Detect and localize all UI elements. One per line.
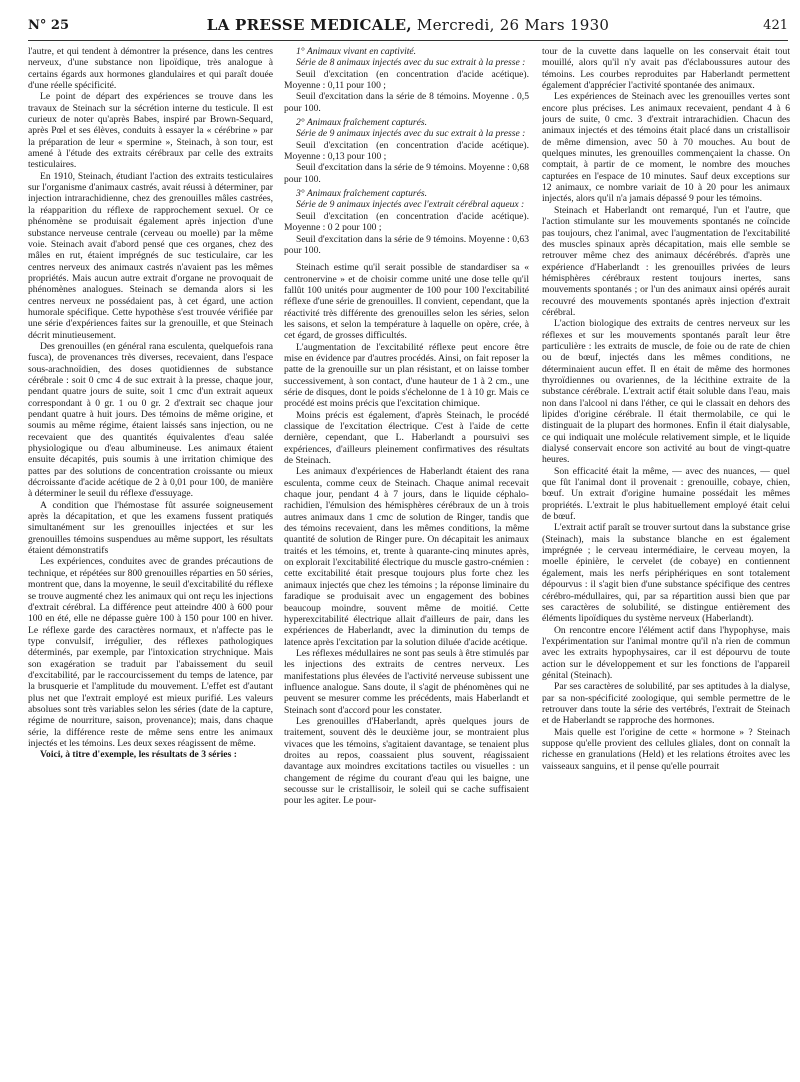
series-subtitle: Série de 8 animaux injectés avec du suc extrait à la presse : xyxy=(296,57,526,69)
issue-number: N° 25 xyxy=(28,18,69,33)
paragraph: l'autre, et qui tendent à démontrer la présence, dans les centres nerveux, d'une substance non lipoïdique, très analogue à certains égards aux hormones glandulaires et qui paraît douée d'une réelle spécificité. xyxy=(28,46,273,92)
journal-title: LA PRESSE MEDICALE, xyxy=(206,16,412,34)
series-title: 1° Animaux vivant en captivité. xyxy=(296,46,417,57)
paragraph: On rencontre encore l'élément actif dans l'hypophyse, mais l'expérimentation sur l'animal montre qu'il n'a rien de commun avec les extraits hypophysaires, car il est dépourvu de toute action sur le développement et sur les fonctions de l'appareil génital (Steinach). xyxy=(542,624,790,681)
paragraph: Moins précis est également, d'après Steinach, le procédé classique de l'excitation électrique. C'est à l'aide de cette dernière, cependant, que L. Haberlandt a poursuivi ses expériences, d'ailleurs pleinement confirmatives des résultats de Steinach. xyxy=(284,409,529,467)
series-line: Seuil d'excitation (en concentration d'acide acétique). Moyenne : 0 2 pour 100 ; xyxy=(284,210,529,234)
results-intro: Voici, à titre d'exemple, les résultats de 3 séries : xyxy=(40,749,237,761)
series-title: 3° Animaux fraîchement capturés. xyxy=(296,188,428,200)
series-subtitle: Série de 9 animaux injectés avec du suc extrait à la presse : xyxy=(296,128,526,140)
series-line: Seuil d'excitation (en concentration d'acide acétique). Moyenne : 0,13 pour 100 ; xyxy=(284,139,529,163)
article-body xyxy=(28,46,790,1076)
paragraph: Les réflexes médullaires ne sont pas seuls à être stimulés par les injections des extraits de centres nerveux. Les manifestations plus élevées de l'activité nerveuse subissent une influence analogue. Sans doute, il s'agit de phénomènes qui ne peuvent se mesurer comme les précédents, mais Haberlandt et Steinach sont d'accord pour les constater. xyxy=(284,647,529,716)
page-header xyxy=(28,14,788,41)
result-series-3 xyxy=(284,188,529,256)
series-line: Seuil d'excitation dans la série de 8 témoins. Moyenne . 0,5 pour 100. xyxy=(284,91,529,114)
column-3 xyxy=(542,46,790,1076)
paragraph: Steinach estime qu'il serait possible de standardiser sa « centronervine » et de choisir comme unité une dose telle qu'il fallût 100 unités pour augmenter de 100 pour 100 l'excitabilité réflexe d'une série de grenouilles. Il convient, cependant, que la réactivité très différente des grenouilles selon les séries, selon les saisons, et selon la température à laquelle on opère, crée, à cet égard, de grosses difficultés. xyxy=(284,262,529,342)
series-line: Seuil d'excitation dans la série de 9 témoins. Moyenne : 0,63 pour 100. xyxy=(284,233,529,256)
paragraph: En 1910, Steinach, étudiant l'action des extraits testiculaires sur l'organisme d'animaux castrés, avait réussi à déterminer, par injection intrarachidienne, chez des grenouilles mâles castrées, la réapparition du réflexe de rapprochement sexuel. Or ce phénomène se produisait également après injection d'une substance nerveuse centrale (cerveau ou moelle) par la même voie. Steinach avait d'abord pensé que ces organes, chez des mâles en rut, étaient imprégnés de suc testiculaire, car les centres nerveux des animaux castrés n'avaient pas les mêmes propriétés. Mais aucun autre extrait d'organe ne provoquait de phénomènes analogues. Steinach se demanda alors si les centres nerveux ne possédaient pas, à cet égard, une action humorale spécifique. Cette hypothèse s'est trouvée vérifiée par une série d'expériences faites sur la grenouille, et que Steinach décrit minutieusement. xyxy=(28,170,273,341)
column-1 xyxy=(28,46,273,1076)
paragraph: Son efficacité était la même, — avec des nuances, — quel que fût l'animal dont il provenait : grenouille, cobaye, chien, bœuf. Un extrait d'origine humaine possédait les mêmes propriétés. L'extrait le plus habituellement employé était celui de bœuf. xyxy=(542,465,790,523)
paragraph: L'augmentation de l'excitabilité réflexe peut encore être mise en évidence par d'autres procédés. Ainsi, on fait reposer la patte de la grenouille sur un plan résistant, et on laisse tomber successivement, à son contact, d'une hauteur de 1 à 2 cm., une série de disques, dont le poids s'échelonne de 1 à 10 gr. Mais ce procédé est moins précis que l'excitation chimique. xyxy=(284,341,529,410)
column-2 xyxy=(284,46,529,1076)
paragraph: Les expériences de Steinach avec les grenouilles vertes sont encore plus précises. Les animaux recevaient, pendant 4 à 6 jours de suite, 0 cmc. 3 d'extrait intrarachidien. Chacun des animaux injectés et des témoins était placé dans un cristallisoir de même dimension, avec 50 à 70 mouches. Au bout de quelques minutes, les grenouilles commençaient la chasse. On comptait, à partir de ce moment, le nombre des mouches capturées en l'espace de 10 minutes. Sauf deux exceptions sur 12 animaux, ce nombre variait de 10 à 20 pour les animaux injectés, alors qu'il n'a jamais dépassé 9 pour les témoins. xyxy=(542,91,790,205)
series-line: Seuil d'excitation (en concentration d'acide acétique). Moyenne : 0,11 pour 100 ; xyxy=(284,68,529,92)
paragraph: Mais quelle est l'origine de cette « hormone » ? Steinach suppose qu'elle provient des cellules gliales, dont on connaît la richesse en granulations (Held) et les relations étroites avec les vaisseaux sanguins, et il pense qu'elle pourrait xyxy=(542,726,790,772)
issue-date: Mercredi, 26 Mars 1930 xyxy=(416,16,610,34)
series-line: Seuil d'excitation dans la série de 9 témoins. Moyenne : 0,68 pour 100. xyxy=(284,162,529,185)
paragraph: tour de la cuvette dans laquelle on les conservait était tout mouillé, alors qu'il n'y avait pas d'éclaboussures autour des témoins. Les courbes reproduites par Haberlandt permettent également d'apprécier l'activité spontanée des animaux. xyxy=(542,46,790,92)
result-series-2 xyxy=(284,117,529,185)
paragraph: L'action biologique des extraits de centres nerveux sur les réflexes et sur les mouvements spontanés paraît leur être particulière : les extraits de muscle, de foie ou de rate de chien ou de bœuf, injectés dans les mêmes conditions, ne déterminaient aucun effet. Il en était de même des hormones thyroïdiennes ou ovariennes, de la lécithine extraite de la substance cérébrale. L'extrait actif était soluble dans l'eau, mais non dans l'alcool ni dans l'éther, ce qui le classait en dehors des lipides d'origine cérébrale. Il était thermolabile, ce qui le distinguait de la plupart des hormones. Enfin il était dialysable, ce qui indiquait une molécule relativement simple, et le liquide dialysé conservait encore son activité au bout de vingt-quatre heures. xyxy=(542,318,790,466)
paragraph: Les grenouilles d'Haberlandt, après quelques jours de traitement, souvent dès le deuxième jour, se montraient plus vivaces que les témoins, s'agitaient davantage, se tenaient plus droites au repos, coassaient plus souvent, réagissaient davantage aux moindres excitations tactiles ou visuelles : un changement de régime du courant d'eau qui les baigne, une secousse sur le cristallisoir, le soleil qui se cache suffisaient pour les agiter. Le pour- xyxy=(284,715,529,807)
result-series-1 xyxy=(284,46,529,114)
paragraph: Par ses caractères de solubilité, par ses aptitudes à la dialyse, par sa non-spécificité zoologique, qui semble permettre de le retrouver dans toute la série des vertébrés, l'extrait de Steinach et de Haberlandt se rapproche des hormones. xyxy=(542,681,790,727)
series-subtitle: Série de 9 animaux injectés avec l'extrait cérébral aqueux : xyxy=(296,199,525,211)
paragraph: Le point de départ des expériences se trouve dans les travaux de Steinach sur la sécrétion interne du testicule. Il est curieux de noter qu'après Babes, inspiré par Brown-Sequard, après Pœl et ses élèves, conduits à essayer la « cérébrine » par la préparation de leur « spermine », Steinach, à son tour, est amené à l'étude des extraits cérébraux par celle des extraits testiculaires. xyxy=(28,91,273,171)
paragraph: L'extrait actif paraît se trouver surtout dans la substance grise (Steinach), mais la substance blanche en est également imprégnée ; le cerveau intermédiaire, le cerveau moyen, la moelle épinière, le cervelet (de cobaye) en contiennent également, mais les nerfs périphériques en sont totalement dépourvus : il s'agit bien d'une substance spécifique des centres cérébro-médullaires, qui, par sa répartition aussi bien que par ses caractères de solubilité, se distingue entièrement des éléments lipoïdiques du système nerveux (Haberlandt). xyxy=(542,522,790,625)
paragraph: Steinach et Haberlandt ont remarqué, l'un et l'autre, que l'action stimulante sur les mouvements spontanés ne coïncide pas toujours, chez l'animal, avec l'augmentation de l'excitabilité des muscles spinaux après décapitation, mais elle semble se retrouver même chez des animaux décérébrés. d'après une expérience d'Haberlandt : les grenouilles privées de leurs hémisphères cérébraux restent toujours inertes, sans mouvements spontanés ; or l'un des animaux ainsi opérés aurait recouvré des mouvements spontanés après injection d'extrait cérébral. xyxy=(542,204,790,318)
running-title xyxy=(28,16,788,34)
series-title: 2° Animaux fraîchement capturés. xyxy=(296,117,428,129)
page-number: 421 xyxy=(763,18,788,33)
paragraph: Les animaux d'expériences de Haberlandt étaient des rana esculenta, comme ceux de Steinach. Chaque animal recevait chaque jour, pendant 4 à 7 jours, dans le liquide céphalo-rachidien, l'émulsion des hémisphères cérébraux de un à trois autres animaux dans 1 cmc de solution de Ringer, tandis que des témoins recevaient, dans les mêmes conditions, la même quantité de solution de Ringer pure. On décapitait les animaux traités et les témoins, et, trente à quarante-cinq minutes après, on explorait l'excitabilité électrique du muscle gastro-cnémien : cette excitabilité était presque toujours plus forte chez les animaux injectés que chez les témoins ; la réponse liminaire du faradique se produisait avec un engagement des bobines beaucoup moindre, souvent même de moitié. Cette hyperexcitabilité électrique allait d'ailleurs de pair, dans les expériences de Haberlandt, avec la diminution du temps de latence après l'excitation par la solution diluée d'acide acétique. xyxy=(284,466,529,648)
paragraph: A condition que l'hémostase fût assurée soigneusement après la décapitation, et que les examens fussent pratiqués simultanément sur les grenouilles injectées et sur les grenouilles témoins suspendues au même support, les résultats étaient démonstratifs xyxy=(28,499,273,557)
results-list xyxy=(284,46,529,256)
paragraph: Des grenouilles (en général rana esculenta, quelquefois rana fusca), de provenances très diverses, recevaient, dans l'espace sous-arachnoïdien, des doses quotidiennes de substance cérébrale : soit 0 cmc 4 de suc extrait à la presse, chaque jour, pendant quatre jours de suite, soit 1 cmc d'un extrait aqueux correspondant à 0 gr. 1 ou 0 gr. 2 d'extrait sec chaque jour pendant quatre à huit jours. Des témoins de même origine, et soumis au même régime, étaient laissés sans injection, ou ne recevaient que des quantités équivalentes d'eau salée physiologique ou d'eau albumineuse. Les animaux étaient ensuite décapités, puis soumis à une irritation chimique des pattes par des solutions de concentration croissante ou mieux décroissante d'acide acétique de 2 à 0,01 pour 100, de manière à déterminer le seuil du réflexe d'essuyage. xyxy=(28,340,273,500)
paragraph: Les expériences, conduites avec de grandes précautions de technique, et répétées sur 800 grenouilles réparties en 50 séries, montrent que, dans la moyenne, le seuil d'excitabilité du réflexe se trouve augmenté chez les animaux qui ont reçu les injections d'extrait cérébral. La différence peut atteindre 400 à 600 pour 100 en été, elle ne dépasse guère 100 à 150 pour 100 en hiver. Le réflexe garde des caractères normaux, et n'affecte pas le type convulsif, irrégulier, des réflexes pathologiques déterminés, par exemple, par l'intoxication strychnique. Mais son exagération se traduit par l'abaissement du seuil d'excitabilité, par le raccourcissement du temps de latence, par la brusquerie et l'amplitude du mouvement. L'effet est d'autant plus net que l'extrait employé est mieux purifié. Les valeurs absolues sont très variables selon les séries (date de la capture, régime de nourriture, saison, provenance); mais, dans chaque série, la différence reste de même sens entre les animaux injectés et les témoins. Les deux sexes réagissent de même. xyxy=(28,556,273,749)
